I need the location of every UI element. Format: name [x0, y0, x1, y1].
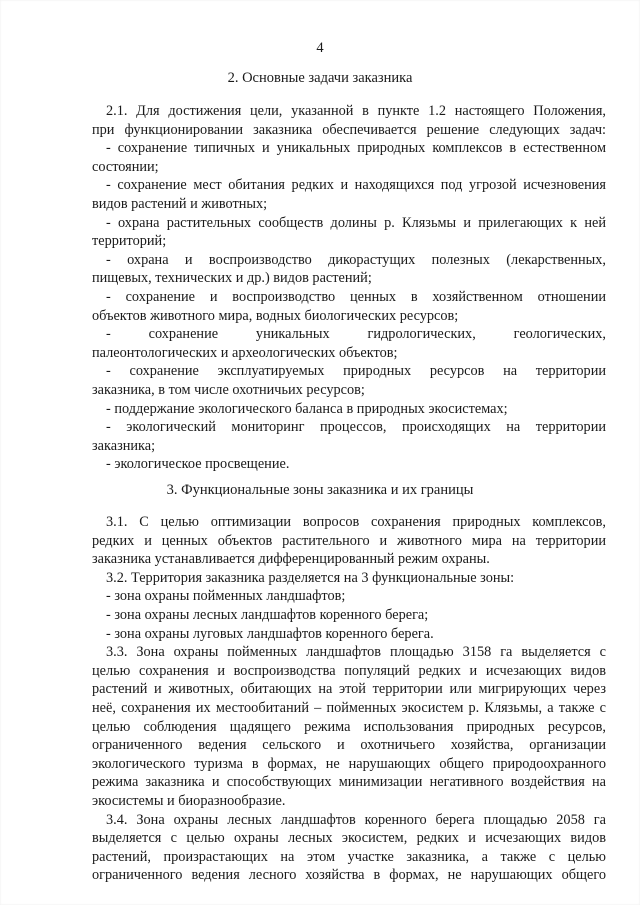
list-item-line: территорий; — [92, 233, 167, 250]
paragraph-line: заказника устанавливается дифференцированный режим охраны. — [92, 551, 490, 568]
paragraph-line: экосистемы и биоразнообразие. — [92, 792, 286, 809]
section-3-body — [92, 513, 606, 885]
list-item-line: заказника; — [92, 437, 156, 454]
list-item-line: палеонтологических и археологических объектов; — [92, 344, 398, 361]
section-2-heading: 2. Основные задачи заказника — [227, 70, 413, 86]
paragraph-line: целью сохранения и воспроизводства популяций редких и исчезающих видов — [92, 662, 606, 679]
list-item-line: - сохранение типичных и уникальных природных комплексов в естественном — [106, 140, 606, 157]
list-item-line: - экологический мониторинг процессов, происходящих на территории — [106, 419, 606, 436]
paragraph-line: растений, произрастающих на этом участке заказника, а также с целью — [92, 848, 606, 865]
paragraph-line: режима заказника и способствующих минимизации негативного воздействия на — [92, 774, 606, 791]
paragraph-line: ограниченного ведения лесного хозяйства в формах, не нарушающих общего — [92, 867, 606, 884]
paragraph-line: 3.1. С целью оптимизации вопросов сохранения природных комплексов, — [106, 514, 606, 530]
list-item-line: - сохранение мест обитания редких и находящихся под угрозой исчезновения — [106, 177, 606, 194]
list-item-line: - охрана растительных сообществ долины р. Клязьмы и прилегающих к ней — [106, 214, 606, 231]
paragraph-line: целью соблюдения щадящего режима использования природных ресурсов, — [92, 718, 606, 735]
page-number: 4 — [316, 40, 324, 56]
list-item-line: - охрана и воспроизводство дикорастущих полезных (лекарственных, — [106, 251, 606, 268]
paragraph-line: растений и животных, обитающих на этой территории или мигрирующих через — [92, 681, 606, 698]
list-item-line: видов растений и животных; — [92, 195, 268, 212]
paragraph-line: экологического туризма в формах, не нарушающих общего природоохранного — [92, 755, 606, 772]
list-item-line: объектов животного мира, водных биологических ресурсов; — [92, 307, 459, 324]
paragraph-line: неё, сохранения их местообитаний – пойменных экосистем р. Клязьмы, а также с — [92, 699, 606, 716]
list-item-line: - сохранение уникальных гидрологических, геологических, — [106, 326, 606, 343]
paragraph-line: редких и ценных объектов растительного и животного мира на территории — [92, 532, 606, 549]
list-item-line: заказника, в том числе охотничьих ресурсов; — [92, 381, 365, 398]
paragraph-line: при функционировании заказника обеспечивается решение следующих задач: — [92, 121, 606, 138]
paragraph-line: 3.4. Зона охраны лесных ландшафтов коренного берега площадью 2058 га — [106, 811, 606, 828]
section-3-heading: 3. Функциональные зоны заказника и их границы — [166, 482, 474, 498]
list-item-line: - зона охраны луговых ландшафтов коренного берега. — [106, 625, 434, 642]
paragraph-line: ограниченного ведения сельского и охотничьего хозяйства, организации — [92, 737, 606, 754]
list-item-line: - поддержание экологического баланса в природных экосистемах; — [106, 400, 508, 417]
list-item-line: состоянии; — [92, 158, 159, 175]
list-item-line: - сохранение и воспроизводство ценных в хозяйственном отношении — [106, 288, 606, 305]
list-item-line: - зона охраны пойменных ландшафтов; — [106, 588, 346, 605]
list-item-line: пищевых, технических и др.) видов растений; — [92, 270, 372, 287]
list-item-line: - сохранение эксплуатируемых природных ресурсов на территории — [106, 363, 606, 380]
paragraph-line: 3.3. Зона охраны пойменных ландшафтов площадью 3158 га выделяется с — [106, 644, 606, 661]
list-item-line: - экологическое просвещение. — [106, 456, 290, 473]
paragraph-line: 3.2. Территория заказника разделяется на 3 функциональные зоны: — [106, 569, 515, 586]
paragraph-line: 2.1. Для достижения цели, указанной в пункте 1.2 настоящего Положения, — [106, 103, 606, 119]
list-item-line: - зона охраны лесных ландшафтов коренного берега; — [106, 606, 429, 623]
section-2-body — [92, 102, 606, 474]
paragraph-line: выделяется с целью охраны лесных экосистем, редких и исчезающих видов — [92, 830, 606, 847]
